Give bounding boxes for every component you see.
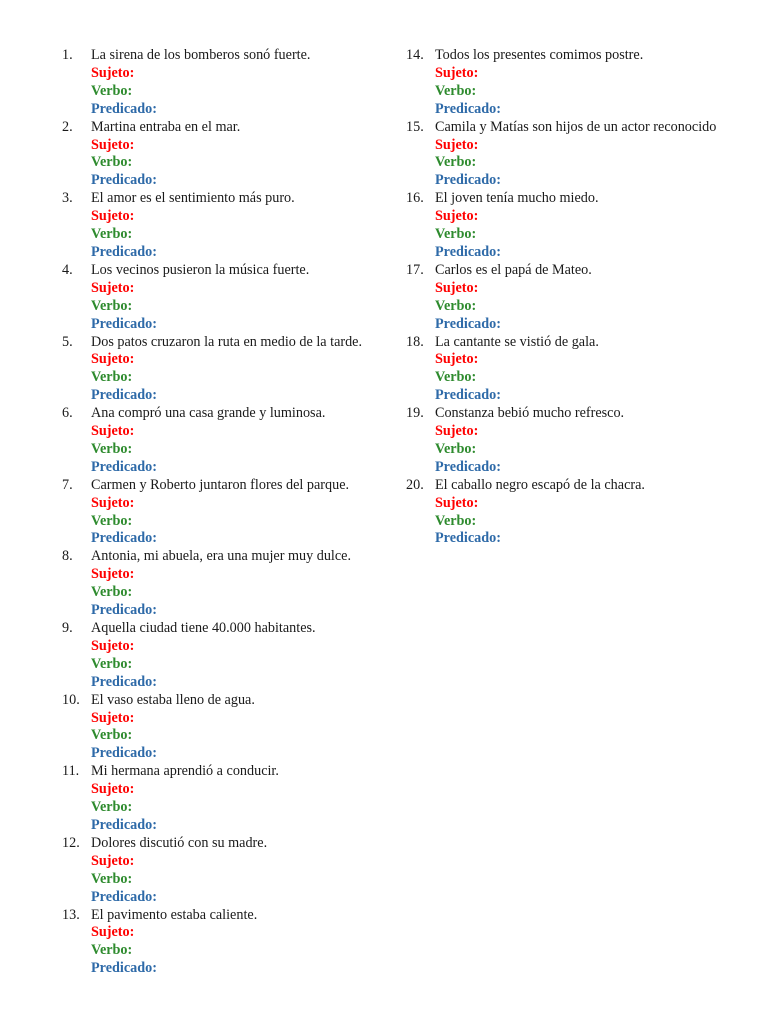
sujeto-label: Sujeto: <box>91 494 135 511</box>
exercise-sentence: El pavimento estaba caliente. <box>91 906 258 923</box>
sentence-row <box>62 334 384 352</box>
predicado-label: Predicado: <box>91 960 157 977</box>
exercise-sentence: Antonia, mi abuela, era una mujer muy dulce. <box>91 548 352 565</box>
exercise-number: 7. <box>62 476 73 493</box>
exercise-number: 16. <box>406 190 424 207</box>
verbo-label: Verbo: <box>91 870 133 887</box>
predicado-label: Predicado: <box>91 602 157 619</box>
sentence-row <box>406 190 724 208</box>
exercise-number: 10. <box>62 691 80 708</box>
sujeto-label: Sujeto: <box>91 208 135 225</box>
sentence-row <box>406 47 724 65</box>
sentence-row <box>62 262 384 280</box>
exercise-number: 1. <box>62 47 73 63</box>
sujeto-label: Sujeto: <box>435 423 479 440</box>
exercise-number: 11. <box>62 763 80 780</box>
verbo-label: Verbo: <box>91 727 133 744</box>
sujeto-label: Sujeto: <box>435 351 479 368</box>
predicado-label: Predicado: <box>435 243 501 260</box>
predicado-label: Predicado: <box>91 745 157 762</box>
predicado-label: Predicado: <box>91 100 157 117</box>
exercise-sentence: Carlos es el papá de Mateo. <box>435 261 592 278</box>
sujeto-label: Sujeto: <box>91 351 135 368</box>
exercise-item <box>62 190 384 262</box>
sujeto-label: Sujeto: <box>91 279 135 296</box>
verbo-label: Verbo: <box>91 226 133 243</box>
sujeto-label: Sujeto: <box>91 136 135 153</box>
exercise-sentence: Los vecinos pusieron la música fuerte. <box>91 261 310 278</box>
sentence-row <box>406 262 724 280</box>
exercise-number: 17. <box>406 261 424 278</box>
sujeto-label: Sujeto: <box>435 64 479 81</box>
exercise-sentence: El joven tenía mucho miedo. <box>435 190 599 207</box>
sentence-row <box>62 548 384 566</box>
sentence-row <box>62 119 384 137</box>
sentence-row <box>62 620 384 638</box>
exercise-item <box>406 334 724 406</box>
sujeto-label: Sujeto: <box>435 208 479 225</box>
exercise-number: 3. <box>62 190 73 207</box>
right-column <box>406 47 724 548</box>
exercise-sentence: Dos patos cruzaron la ruta en medio de la tarde. <box>91 333 363 350</box>
sujeto-label: Sujeto: <box>91 924 135 941</box>
exercise-number: 4. <box>62 261 73 278</box>
exercise-item <box>62 477 384 549</box>
predicado-label: Predicado: <box>435 172 501 189</box>
exercise-sentence: Aquella ciudad tiene 40.000 habitantes. <box>91 620 316 636</box>
exercise-item <box>406 477 724 549</box>
sentence-row <box>62 477 384 495</box>
exercise-number: 12. <box>62 834 80 851</box>
verbo-label: Verbo: <box>91 369 133 386</box>
sentence-row <box>62 47 384 65</box>
sentence-row <box>406 405 724 423</box>
exercise-sentence: Constanza bebió mucho refresco. <box>435 405 625 422</box>
predicado-label: Predicado: <box>91 673 157 690</box>
exercise-item <box>62 763 384 835</box>
verbo-label: Verbo: <box>91 154 133 171</box>
exercise-item <box>62 334 384 406</box>
sujeto-label: Sujeto: <box>435 279 479 296</box>
predicado-label: Predicado: <box>91 172 157 189</box>
exercise-item <box>406 119 724 191</box>
sujeto-label: Sujeto: <box>91 64 135 81</box>
verbo-label: Verbo: <box>435 226 477 243</box>
verbo-label: Verbo: <box>91 655 133 672</box>
exercise-sentence: El amor es el sentimiento más puro. <box>91 190 295 207</box>
exercise-item <box>62 47 384 119</box>
exercise-number: 8. <box>62 548 73 565</box>
predicado-label: Predicado: <box>435 458 501 475</box>
exercise-item <box>62 907 384 979</box>
verbo-label: Verbo: <box>435 512 477 529</box>
exercise-number: 15. <box>406 118 424 135</box>
exercise-sentence: El caballo negro escapó de la chacra. <box>435 476 645 493</box>
predicado-label: Predicado: <box>91 816 157 833</box>
exercise-item <box>62 835 384 907</box>
exercise-sentence: Dolores discutió con su madre. <box>91 834 268 851</box>
exercise-sentence: El vaso estaba lleno de agua. <box>91 691 255 708</box>
exercise-item <box>62 405 384 477</box>
verbo-label: Verbo: <box>91 942 133 959</box>
exercise-number: 18. <box>406 333 424 350</box>
sujeto-label: Sujeto: <box>435 494 479 511</box>
verbo-label: Verbo: <box>91 297 133 314</box>
predicado-label: Predicado: <box>91 458 157 475</box>
exercise-item <box>62 119 384 191</box>
exercise-number: 9. <box>62 620 73 636</box>
left-column <box>62 47 384 978</box>
sentence-row <box>62 405 384 423</box>
sentence-row <box>406 477 724 495</box>
exercise-item <box>62 620 384 692</box>
sujeto-label: Sujeto: <box>91 709 135 726</box>
predicado-label: Predicado: <box>435 530 501 547</box>
predicado-label: Predicado: <box>435 387 501 404</box>
exercise-item <box>62 262 384 334</box>
exercise-sentence: La sirena de los bomberos sonó fuerte. <box>91 47 311 63</box>
sujeto-label: Sujeto: <box>435 136 479 153</box>
exercise-item <box>62 692 384 764</box>
verbo-label: Verbo: <box>91 512 133 529</box>
exercise-number: 20. <box>406 476 424 493</box>
sujeto-label: Sujeto: <box>91 566 135 583</box>
predicado-label: Predicado: <box>91 243 157 260</box>
predicado-label: Predicado: <box>91 387 157 404</box>
verbo-label: Verbo: <box>435 154 477 171</box>
sentence-row <box>62 190 384 208</box>
predicado-label: Predicado: <box>435 315 501 332</box>
verbo-label: Verbo: <box>435 440 477 457</box>
verbo-label: Verbo: <box>91 799 133 816</box>
verbo-label: Verbo: <box>435 297 477 314</box>
exercise-number: 5. <box>62 333 73 350</box>
exercise-item <box>62 548 384 620</box>
predicado-label: Predicado: <box>91 888 157 905</box>
exercise-sentence: Carmen y Roberto juntaron flores del parque. <box>91 476 350 493</box>
sujeto-label: Sujeto: <box>91 637 135 654</box>
exercise-item <box>406 262 724 334</box>
exercise-number: 13. <box>62 906 80 923</box>
exercise-number: 14. <box>406 47 424 63</box>
sentence-row <box>62 907 384 925</box>
exercise-sentence: La cantante se vistió de gala. <box>435 333 599 350</box>
exercise-sentence: Ana compró una casa grande y luminosa. <box>91 405 326 422</box>
exercise-number: 2. <box>62 118 73 135</box>
predicado-label: Predicado: <box>91 530 157 547</box>
sentence-row <box>62 692 384 710</box>
exercise-item <box>406 190 724 262</box>
sentence-row <box>62 763 384 781</box>
exercise-item <box>406 47 724 119</box>
exercise-item <box>406 405 724 477</box>
verbo-label: Verbo: <box>435 369 477 386</box>
sentence-row <box>62 835 384 853</box>
exercise-number: 19. <box>406 405 424 422</box>
exercise-number: 6. <box>62 405 73 422</box>
verbo-label: Verbo: <box>91 584 133 601</box>
sujeto-label: Sujeto: <box>91 423 135 440</box>
sentence-row <box>406 119 724 137</box>
sujeto-label: Sujeto: <box>91 852 135 869</box>
exercise-sentence: Camila y Matías son hijos de un actor reconocido <box>435 118 717 135</box>
verbo-label: Verbo: <box>91 82 133 99</box>
verbo-label: Verbo: <box>91 440 133 457</box>
predicado-label: Predicado: <box>91 315 157 332</box>
exercise-sentence: Martina entraba en el mar. <box>91 118 241 135</box>
sujeto-label: Sujeto: <box>91 781 135 798</box>
exercise-sentence: Todos los presentes comimos postre. <box>435 47 644 63</box>
verbo-label: Verbo: <box>435 82 477 99</box>
sentence-row <box>406 334 724 352</box>
exercise-sentence: Mi hermana aprendió a conducir. <box>91 763 279 780</box>
predicado-label: Predicado: <box>435 100 501 117</box>
